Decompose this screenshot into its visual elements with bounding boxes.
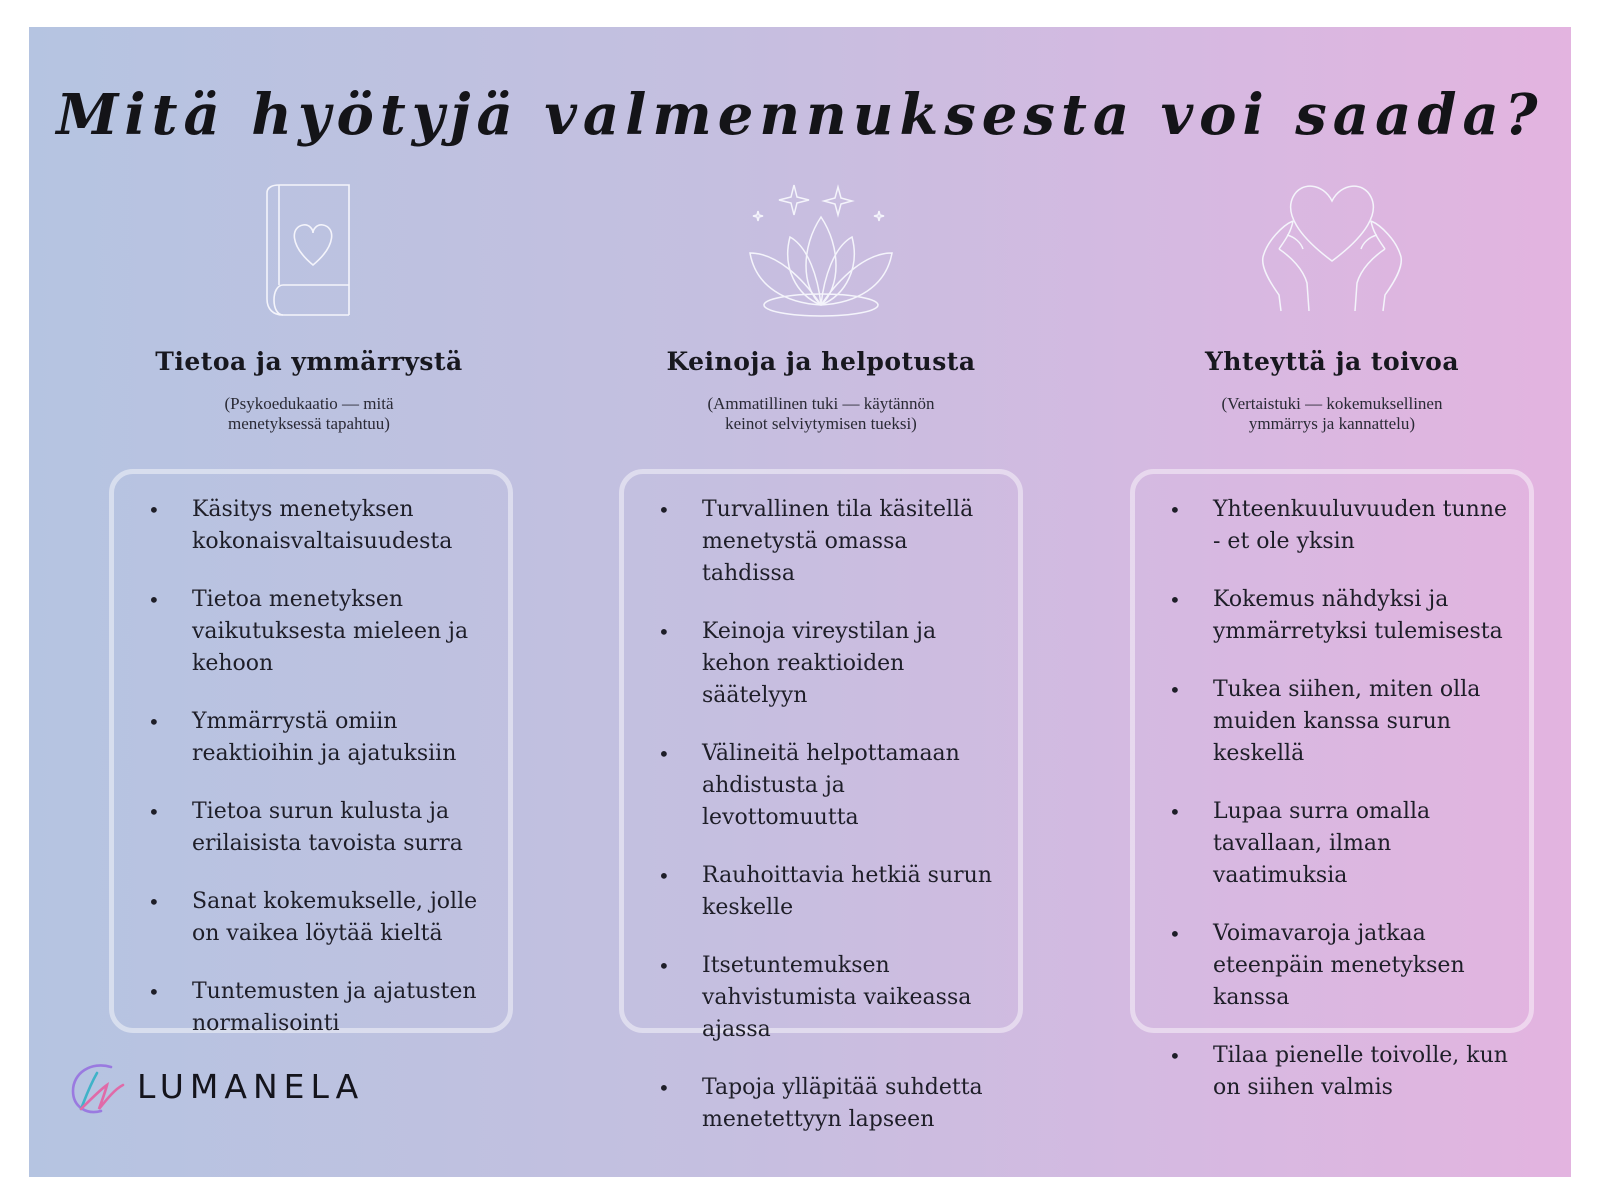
column-subtitle (99, 394, 519, 434)
benefits-box (1130, 469, 1534, 1100)
subtitle-line: (Psykoedukaatio — mitä (224, 394, 394, 413)
list-item: • Tukea siihen, miten olla muiden kanssa surun keskellä (1135, 674, 1529, 770)
column-subtitle (1122, 394, 1542, 434)
list-item: • Lupaa surra omalla tavallaan, ilman vaatimuksia (1135, 796, 1529, 892)
list-item: • Kokemus nähdyksi ja ymmärretyksi tulemisesta (1135, 584, 1529, 648)
list-item: • Ymmärrystä omiin reaktioihin ja ajatuksiin (114, 706, 508, 770)
book-heart-icon (249, 177, 369, 317)
benefits-box (109, 469, 513, 1036)
column-heading: Tietoa ja ymmärrystä (155, 347, 463, 376)
list-item: • Tilaa pienelle toivolle, kun on siihen valmis (1135, 1040, 1529, 1104)
page-title: Mitä hyötyjä valmennuksesta voi saada? (56, 82, 1544, 148)
list-item: • Rauhoittavia hetkiä surun keskelle (624, 860, 1018, 924)
list-item: • Tuntemusten ja ajatusten normalisointi (114, 976, 508, 1040)
list-item: • Itsetuntemuksen vahvistumista vaikeassa ajassa (624, 950, 1018, 1046)
benefits-box (619, 469, 1023, 1132)
column-heading: Yhteyttä ja toivoa (1204, 347, 1460, 376)
list-item: • Tietoa menetyksen vaikutuksesta mieleen ja kehoon (114, 584, 508, 680)
list-item: • Keinoja vireystilan ja kehon reaktioiden säätelyyn (624, 616, 1018, 712)
column-subtitle (611, 394, 1031, 434)
list-item: • Käsitys menetyksen kokonaisvaltaisuudesta (114, 494, 508, 558)
list-item: • Tapoja ylläpitää suhdetta menetettyyn lapseen (624, 1072, 1018, 1136)
subtitle-line: ymmärrys ja kannattelu) (1248, 414, 1416, 433)
list-item: • Turvallinen tila käsitellä menetystä omassa tahdissa (624, 494, 1018, 590)
list-item: • Välineitä helpottamaan ahdistusta ja levottomuutta (624, 738, 1018, 834)
list-item: • Voimavaroja jatkaa eteenpäin menetyksen kanssa (1135, 918, 1529, 1014)
subtitle-line: menetyksessä tapahtuu) (228, 414, 390, 433)
lotus-icon (746, 177, 896, 317)
subtitle-line: keinot selviytymisen tueksi) (725, 414, 917, 433)
logo-wordmark: LUMANELA (137, 1067, 365, 1106)
subtitle-line: (Ammatillinen tuki — käytännön (707, 394, 935, 413)
subtitle-line: (Vertaistuki — kokemuksellinen (1221, 394, 1443, 413)
list-item: • Yhteenkuuluvuuden tunne - et ole yksin (1135, 494, 1529, 558)
column-heading: Keinoja ja helpotusta (666, 347, 976, 376)
list-item: • Tietoa surun kulusta ja erilaisista tavoista surra (114, 796, 508, 860)
infographic-panel (29, 27, 1571, 1177)
list-item: • Sanat kokemukselle, jolle on vaikea löytää kieltä (114, 886, 508, 950)
hands-holding-heart-icon (1257, 177, 1407, 317)
lumanela-logo (67, 1055, 467, 1125)
lumanela-logo-icon (67, 1059, 131, 1119)
